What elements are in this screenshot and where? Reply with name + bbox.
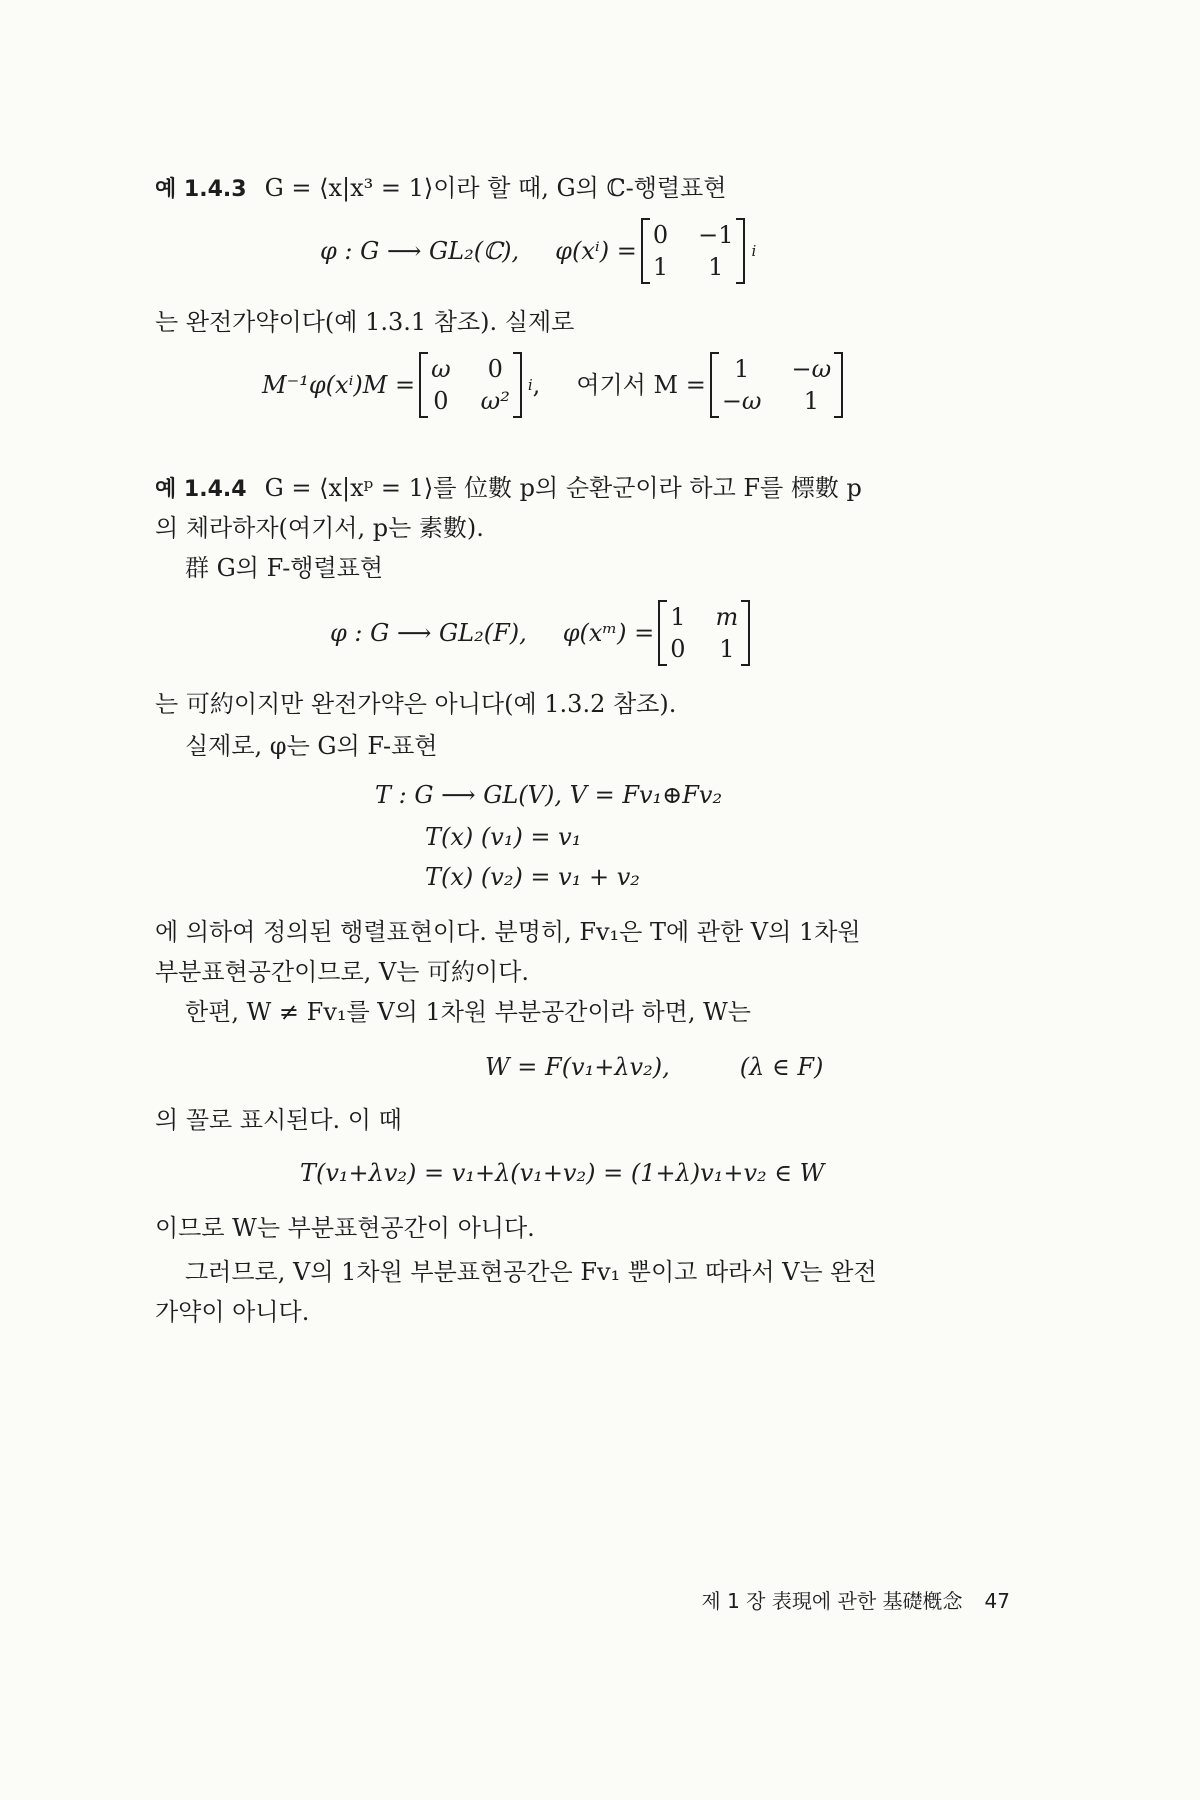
- matrix-phi-f: [658, 600, 750, 666]
- matrix-phi-c: [641, 218, 746, 284]
- matrix-cell: 1: [734, 355, 750, 383]
- matrix-diagonal: [419, 352, 522, 418]
- paragraph-line: 한편, W ≠ Fv₁를 V의 1차원 부분공간이라 하면, W는: [185, 998, 751, 1026]
- example-1-4-3-text: G = ⟨x|x³ = 1⟩이라 할 때, G의 ℂ-행렬표현: [264, 174, 727, 202]
- matrix-exponent: i: [751, 242, 757, 260]
- example-1-4-4-text: G = ⟨x|xᵖ = 1⟩를 位數 p의 순환군이라 하고 F를 標數 p: [264, 474, 862, 502]
- matrix-cell: 0: [652, 221, 669, 249]
- equation-t-v1: T(x) (v₁) = v₁: [425, 823, 582, 851]
- paragraph-line: 의 꼴로 표시된다. 이 때: [155, 1106, 402, 1134]
- matrix-cell: 0: [670, 635, 686, 663]
- paragraph-line: 그러므로, V의 1차원 부분표현공간은 Fv₁ 뿐이고 따라서 V는 완전: [185, 1258, 877, 1286]
- example-1-4-4-intro: [155, 472, 862, 506]
- paragraph-line: 群 G의 F-행렬표현: [185, 554, 384, 582]
- where-clause: 여기서 M =: [576, 371, 706, 399]
- phi-map-lhs: φ : G ⟶ GL₂(ℂ),: [320, 237, 520, 265]
- matrix-cell: 0: [487, 355, 503, 383]
- paragraph-line: 가약이 아니다.: [155, 1298, 310, 1326]
- equation-phi-map-c: [320, 218, 756, 284]
- matrix-cell: −ω: [721, 387, 762, 415]
- matrix-cell: 1: [670, 603, 686, 631]
- equation-conjugation: [262, 352, 847, 418]
- matrix-cell: ω: [431, 355, 451, 383]
- w-equation: W = F(v₁+λv₂),: [485, 1053, 670, 1081]
- paragraph-line: 에 의하여 정의된 행렬표현이다. 분명히, Fv₁은 T에 관한 V의 1차원: [155, 918, 861, 946]
- example-1-4-3-intro: [155, 172, 726, 206]
- paragraph-line: 의 체라하자(여기서, p는 素數).: [155, 514, 484, 542]
- paragraph-line: 는 可約이지만 완전가약은 아니다(예 1.3.2 참조).: [155, 690, 677, 718]
- phi-map-lhs: φ : G ⟶ GL₂(F),: [330, 619, 527, 647]
- equation-t-map: T : G ⟶ GL(V), V = Fv₁⊕Fv₂: [375, 781, 723, 809]
- paragraph-line: 부분표현공간이므로, V는 可約이다.: [155, 958, 530, 986]
- equation-w: [485, 1052, 823, 1082]
- matrix-exponent: i: [527, 376, 533, 394]
- page-footer: [701, 1585, 1010, 1614]
- matrix-cell: 1: [803, 387, 819, 415]
- matrix-cell: 1: [708, 253, 724, 281]
- paragraph-line: 실제로, φ는 G의 F-표현: [185, 732, 438, 760]
- equation-phi-map-f: [330, 600, 754, 666]
- conjugation-lhs: M⁻¹φ(xⁱ)M =: [262, 371, 416, 399]
- matrix-cell: −1: [698, 221, 734, 249]
- matrix-cell: 0: [433, 387, 449, 415]
- matrix-cell: ω²: [480, 387, 510, 415]
- phi-map-value: φ(xⁱ) =: [555, 237, 637, 265]
- example-1-4-4-header: 예 1.4.4: [155, 477, 247, 502]
- paragraph-line: 는 완전가약이다(예 1.3.1 참조). 실제로: [155, 308, 575, 336]
- matrix-m: [710, 352, 843, 418]
- matrix-cell: 1: [652, 253, 669, 281]
- equation-t-v2: T(x) (v₂) = v₁ + v₂: [425, 863, 640, 891]
- chapter-title: 제 1 장 表現에 관한 基礎槪念: [701, 1589, 963, 1613]
- page-number: 47: [984, 1589, 1010, 1613]
- comma: ,: [532, 371, 541, 399]
- phi-map-value: φ(xᵐ) =: [562, 619, 655, 647]
- example-1-4-3-header: 예 1.4.3: [155, 177, 247, 202]
- matrix-cell: m: [715, 603, 739, 631]
- w-condition: (λ ∈ F): [739, 1053, 824, 1081]
- equation-t-lambda: T(v₁+λv₂) = v₁+λ(v₁+v₂) = (1+λ)v₁+v₂ ∈ W: [300, 1159, 825, 1187]
- matrix-cell: 1: [719, 635, 735, 663]
- matrix-cell: −ω: [791, 355, 832, 383]
- paragraph-line: 이므로 W는 부분표현공간이 아니다.: [155, 1214, 535, 1242]
